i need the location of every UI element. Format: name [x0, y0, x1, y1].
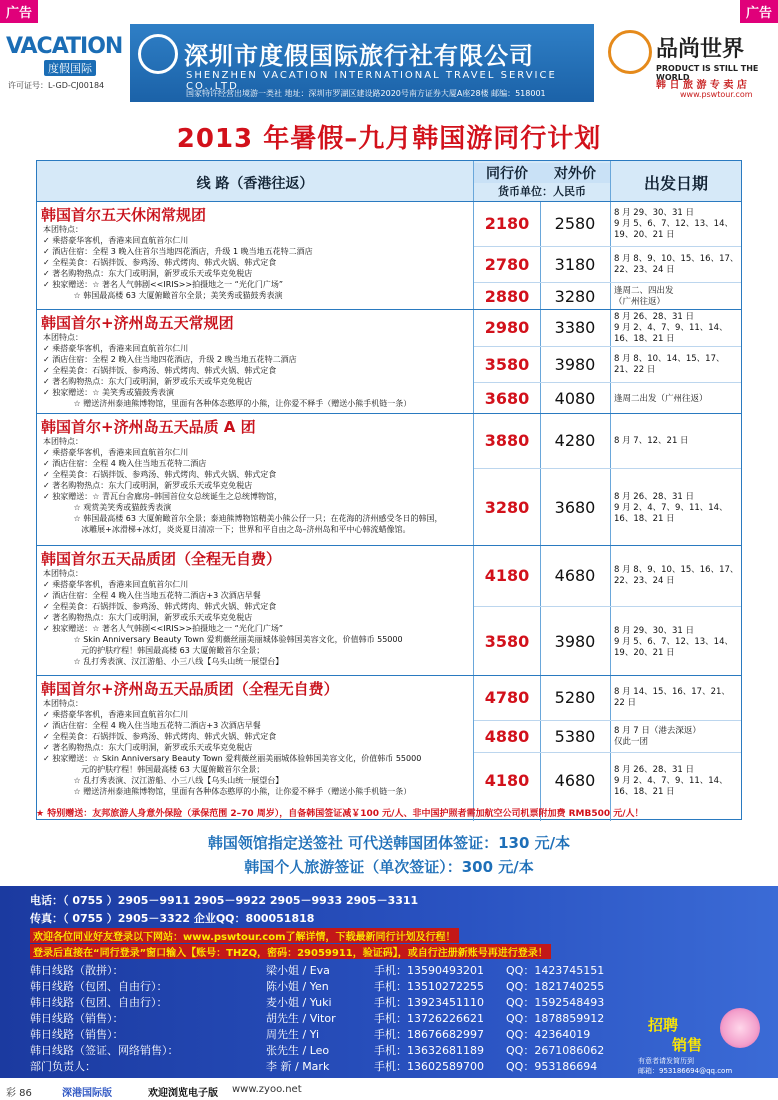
feature-line: ☆ 观赏美笑秀或猫鼓秀表演	[43, 503, 172, 512]
feature-line: ☆ Skin Anniversary Beauty Town 爱莉薇丝丽美丽城体验韩国美容文化，价值韩币 55000	[43, 635, 403, 644]
login-note: 登录后直接在“同行登录”窗口输入【账号：THZQ，密码：29059911，验证码】，或自行注册新账号再进行登录！	[30, 944, 551, 959]
staff-mobile: 手机：13726226621	[374, 1012, 484, 1025]
feature-line: ✓ 乘搭豪华客机，香港来回直航首尔仁川	[43, 448, 189, 457]
departure-dates: 8 月 29、30、31 日 9 月 5、6、7、12、13、14、 19、20、21 日	[614, 625, 733, 658]
staff-name: 李 新 / Mark	[266, 1060, 330, 1073]
staff-mobile: 手机：13590493201	[374, 964, 484, 977]
public-price: 4680	[554, 566, 596, 585]
recruit-box	[620, 1004, 770, 1075]
public-price: 5380	[554, 727, 596, 746]
header-peer-price: 同行价	[474, 163, 540, 183]
footer-brand: 深港国际版	[62, 1088, 112, 1099]
price-row	[474, 382, 741, 414]
recruit-subtitle: 销售	[672, 1036, 703, 1054]
peer-price: 3280	[484, 498, 530, 517]
public-price: 5280	[554, 688, 596, 707]
route-title: 韩国首尔五天品质团（全程无自费）	[41, 550, 282, 568]
staff-name: 梁小姐 / Eva	[266, 964, 330, 977]
public-price: 3980	[554, 632, 596, 651]
feature-line: ☆ 韩国最高楼 63 大厦俯瞰首尔全景；美笑秀或猫鼓秀表演	[43, 291, 283, 300]
public-price: 3280	[554, 287, 596, 306]
staff-row	[30, 1042, 620, 1058]
feature-line: ✓ 全程美食：石锅拌饭、参鸡汤、韩式烤肉、韩式火锅、韩式定食	[43, 470, 277, 479]
feature-line: ☆ 赠送济州泰迪熊博物馆，里面有各种体态憨厚的小熊，让你爱不释手（赠送小熊手机链一条）	[43, 399, 412, 408]
feature-line: ✓ 酒店住宿：全程 3 晚入住首尔当地四花酒店，升级 1 晚当地五花特二酒店	[43, 247, 313, 256]
company-name-cn: 深圳市度假国际旅行社有限公司	[184, 42, 534, 70]
feature-line: ✓ 全程美食：石锅拌饭、参鸡汤、韩式烤肉、韩式火锅、韩式定食	[43, 258, 277, 267]
staff-mobile: 手机：18676682997	[374, 1028, 484, 1041]
fax-line: 传真：（ 0755 ）2905－3322 企业QQ：800051818	[30, 912, 315, 925]
peer-price: 4880	[484, 727, 530, 746]
public-price: 3980	[554, 355, 596, 374]
public-price: 4080	[554, 389, 596, 408]
feature-line: ✓ 著名购物热点：东大门或明洞，新罗或乐天或华克免税店	[43, 613, 253, 622]
peer-price: 2780	[484, 255, 530, 274]
vacation-logo: VACATION	[6, 34, 123, 59]
recruit-note: 有意者请发简历到 邮箱：953186694@qq.com	[638, 1057, 733, 1075]
staff-row	[30, 1010, 620, 1026]
staff-line: 韩日线路（签证、网络销售）：	[30, 1044, 179, 1057]
feature-line: ✓ 全程美食：石锅拌饭、参鸡汤、韩式烤肉、韩式火锅、韩式定食	[43, 602, 277, 611]
feature-line: 本团特点：	[43, 333, 83, 342]
price-row	[474, 346, 741, 382]
route-features	[43, 224, 473, 301]
feature-line: ✓ 乘搭豪华客机，香港来回直航首尔仁川	[43, 710, 189, 719]
pswtour-slogan: PRODUCT IS STILL THE WORLD	[656, 64, 759, 82]
peer-price: 2880	[484, 287, 530, 306]
staff-row	[30, 978, 620, 994]
peer-price: 3580	[484, 355, 530, 374]
route-features	[43, 332, 473, 409]
page-number: 彩 86	[6, 1088, 32, 1099]
public-price: 2580	[554, 214, 596, 233]
peer-price: 3680	[484, 389, 530, 408]
staff-line: 韩日线路（散拼）：	[30, 964, 124, 977]
staff-qq: QQ：1592548493	[506, 996, 605, 1009]
public-price: 3180	[554, 255, 596, 274]
price-row	[474, 246, 741, 282]
feature-line: ✓ 全程美食：石锅拌饭、参鸡汤、韩式烤肉、韩式火锅、韩式定食	[43, 732, 277, 741]
departure-dates: 8 月 8、10、14、15、17、 21、22 日	[614, 354, 725, 375]
page-title	[36, 118, 742, 158]
feature-line: ☆ 韩国最高楼 63 大厦俯瞰首尔全景；泰迪熊博物馆精美小熊公仔一只；在花海的济州感受冬日的韩国，	[43, 514, 443, 523]
header-route: 线 路（香港往返）	[196, 176, 314, 192]
feature-line: ☆ 赠送济州泰迪熊博物馆，里面有各种体态憨厚的小熊，让你爱不释手（赠送小熊手机链一条）	[43, 787, 412, 796]
departure-dates: 8 月 14、15、16、17、21、 22 日	[614, 687, 730, 708]
public-price: 3680	[554, 498, 596, 517]
departure-dates: 8 月 7 日（港去深返） 仅此一团	[614, 726, 701, 747]
feature-line: 元的护肤疗程！韩国最高楼 63 大厦俯瞰首尔全景；	[43, 765, 265, 774]
company-mark-icon	[138, 34, 178, 74]
feature-line: ✓ 著名购物热点：东大门或明洞，新罗或乐天或华克免税店	[43, 743, 253, 752]
recruit-title: 招聘	[648, 1016, 679, 1034]
price-row	[474, 606, 741, 676]
public-price: 4680	[554, 771, 596, 790]
departure-dates: 8 月 26、28、31 日 9 月 2、4、7、9、11、14、 16、18、21 日	[614, 491, 728, 524]
price-row	[474, 676, 741, 720]
feature-line: ✓ 酒店住宿：全程 4 晚入住当地五花特二酒店+3 次酒店早餐	[43, 591, 261, 600]
route-group	[37, 309, 741, 413]
departure-dates: 8 月 26、28、31 日 9 月 2、4、7、9、11、14、 16、18、21 日	[614, 764, 728, 797]
feature-line: 本团特点：	[43, 699, 83, 708]
price-row	[474, 752, 741, 808]
feature-line: 元的护肤疗程！韩国最高楼 63 大厦俯瞰首尔全景；	[43, 646, 265, 655]
price-row	[474, 310, 741, 346]
footer-site[interactable]: www.zyoo.net	[232, 1084, 302, 1095]
flower-icon	[720, 1008, 760, 1048]
staff-row	[30, 1058, 620, 1074]
website-note: 欢迎各位同业好友登录以下网站：www.pswtour.com了解详情，下载最新同行计划及行程！	[30, 928, 459, 943]
company-banner	[130, 24, 594, 102]
staff-qq: QQ：42364019	[506, 1028, 591, 1041]
staff-name: 周先生 / Yi	[266, 1028, 320, 1041]
page-title-text: 2013 年暑假–九月韩国游同行计划	[176, 124, 602, 154]
feature-line: ☆ 乱打秀表演、汉江游船、小三八线【乌头山统一展望台】	[43, 657, 284, 666]
staff-qq: QQ：1878859912	[506, 1012, 605, 1025]
route-title: 韩国首尔+济州岛五天常规团	[41, 314, 234, 332]
feature-line: ✓ 乘搭豪华客机，香港来回直航首尔仁川	[43, 580, 189, 589]
departure-dates: 8 月 7、12、21 日	[614, 435, 689, 446]
telephone-line: 电话：（ 0755 ）2905－9911 2905－9922 2905－9933 2905－3311	[30, 894, 419, 907]
price-table	[36, 160, 742, 820]
staff-mobile: 手机：13632681189	[374, 1044, 484, 1057]
feature-line: 本团特点：	[43, 225, 83, 234]
feature-line: ✓ 独家赠送：☆ 著名人气韩剧<<IRIS>>拍摄地之一 “光化门广场”	[43, 280, 283, 289]
feature-line: ✓ 酒店住宿：全程 2 晚入住当地四花酒店，升级 2 晚当地五花特二酒店	[43, 355, 297, 364]
feature-line: ✓ 全程美食：石锅拌饭、参鸡汤、韩式烤肉、韩式火锅、韩式定食	[43, 366, 277, 375]
feature-line: ✓ 酒店住宿：全程 4 晚入住当地五花特二酒店	[43, 459, 207, 468]
staff-name: 张先生 / Leo	[266, 1044, 330, 1057]
departure-dates: 逢周二、四出发 （广州往返）	[614, 286, 674, 307]
price-row	[474, 468, 741, 546]
staff-row	[30, 1026, 620, 1042]
peer-price: 4180	[484, 566, 530, 585]
special-gift-note: ★ 特别赠送：友邦旅游人身意外保险（承保范围 2–70 周岁），自备韩国签证减￥100 元/人、非中国护照者需加航空公司机票附加费 RMB500 元/人！	[36, 809, 644, 819]
feature-line: ✓ 独家赠送：☆ 著名人气韩剧<<IRIS>>拍摄地之一 “光化门广场”	[43, 624, 283, 633]
price-row	[474, 546, 741, 606]
peer-price: 3880	[484, 431, 530, 450]
price-row	[474, 202, 741, 246]
staff-name: 麦小姐 / Yuki	[266, 996, 332, 1009]
license-number: 许可证号：L-GD-CJ00184	[8, 81, 105, 90]
departure-dates: 逢周二出发（广州往返）	[614, 393, 708, 404]
feature-line: 本团特点：	[43, 437, 83, 446]
price-row	[474, 414, 741, 468]
feature-line: ✓ 著名购物热点：东大门或明洞，新罗或乐天或华克免税店	[43, 269, 253, 278]
staff-line: 韩日线路（销售）：	[30, 1028, 124, 1041]
route-title: 韩国首尔+济州岛五天品质 A 团	[41, 418, 256, 436]
staff-row	[30, 962, 620, 978]
route-group	[37, 201, 741, 309]
route-features	[43, 568, 473, 667]
page-footer	[0, 1080, 778, 1100]
route-group	[37, 675, 741, 807]
header-currency: 货币单位：人民币	[498, 185, 586, 198]
pswtour-logo	[598, 24, 778, 102]
price-row	[474, 282, 741, 310]
departure-dates: 8 月 26、28、31 日 9 月 2、4、7、9、11、14、 16、18、21 日	[614, 312, 728, 344]
feature-line: 本团特点：	[43, 569, 83, 578]
feature-line: ☆ 乱打秀表演、汉江游船、小三八线【乌头山统一展望台】	[43, 776, 284, 785]
staff-name: 陈小姐 / Yen	[266, 980, 329, 993]
ad-tag-right: 广告	[740, 0, 778, 23]
globe-icon	[608, 30, 652, 74]
peer-price: 4180	[484, 771, 530, 790]
staff-qq: QQ：953186694	[506, 1060, 598, 1073]
staff-mobile: 手机：13602589700	[374, 1060, 484, 1073]
departure-dates: 8 月 29、30、31 日 9 月 5、6、7、12、13、14、 19、20、21 日	[614, 207, 733, 240]
staff-line: 部门负责人：	[30, 1060, 96, 1073]
staff-line: 韩日线路（销售）：	[30, 1012, 124, 1025]
header-date: 出发日期	[643, 174, 708, 193]
public-price: 3380	[554, 318, 596, 337]
contact-block	[0, 886, 778, 1078]
staff-mobile: 手机：13510272255	[374, 980, 484, 993]
price-row	[474, 720, 741, 752]
pswtour-brand: 品尚世界	[656, 37, 745, 62]
feature-line: ✓ 独家赠送：☆ 美笑秀或猫鼓秀表演	[43, 388, 174, 397]
visa-single-note: 韩国个人旅游签证（单次签证）：300 元/本	[244, 858, 534, 876]
table-header	[37, 161, 741, 201]
staff-line: 韩日线路（包团、自由行）：	[30, 980, 168, 993]
staff-line: 韩日线路（包团、自由行）：	[30, 996, 168, 1009]
pswtour-korea: 韩 日 旅 游 专 卖 店	[656, 80, 747, 91]
route-group	[37, 413, 741, 545]
feature-line: ✓ 著名购物热点：东大门或明洞，新罗或乐天或华克免税店	[43, 377, 253, 386]
peer-price: 2980	[484, 318, 530, 337]
route-group	[37, 545, 741, 675]
peer-price: 2180	[484, 214, 530, 233]
feature-line: ✓ 乘搭豪华客机，香港来回直航首尔仁川	[43, 236, 189, 245]
departure-dates: 8 月 8、9、10、15、16、17、 22、23、24 日	[614, 565, 739, 586]
feature-line: ✓ 独家赠送：☆ Skin Anniversary Beauty Town 爱莉薇丝丽美丽城体验韩国美容文化，价值韩币 55000	[43, 754, 422, 763]
pswtour-site: www.pswtour.com	[680, 90, 753, 99]
departure-dates: 8 月 8、9、10、15、16、17、 22、23、24 日	[614, 254, 739, 275]
staff-row	[30, 994, 620, 1010]
route-features	[43, 436, 473, 535]
feature-line: ✓ 酒店住宿：全程 4 晚入住当地五花特二酒店+3 次酒店早餐	[43, 721, 261, 730]
staff-qq: QQ：1423745151	[506, 964, 605, 977]
route-title: 韩国首尔五天休闲常规团	[41, 206, 207, 224]
footer-welcome: 欢迎浏览电子版	[148, 1088, 218, 1099]
page-header	[0, 0, 778, 102]
header-public-price: 对外价	[540, 163, 610, 183]
ad-tag-left: 广告	[0, 0, 38, 23]
staff-mobile: 手机：13923451110	[374, 996, 484, 1009]
feature-line: ✓ 乘搭豪华客机，香港来回直航首尔仁川	[43, 344, 189, 353]
company-name-en: SHENZHEN VACATION INTERNATIONAL TRAVEL SERVICE CO.,LTD	[186, 70, 557, 92]
route-features	[43, 698, 473, 797]
public-price: 4280	[554, 431, 596, 450]
feature-line: ✓ 独家赠送：☆ 青瓦台舍廊房–韩国首位女总统诞生之总统博物馆，	[43, 492, 282, 501]
staff-name: 胡先生 / Vitor	[266, 1012, 336, 1025]
staff-qq: QQ：2671086062	[506, 1044, 605, 1057]
feature-line: ✓ 著名购物热点：东大门或明洞，新罗或乐天或华克免税店	[43, 481, 253, 490]
peer-price: 4780	[484, 688, 530, 707]
company-address: 国家特许经营出境游一类社 地址：深圳市罗湖区建设路2020号南方证券大厦A座28楼 邮编：518001	[186, 89, 546, 98]
feature-line: 冰雕展+冰滑梯+冰灯，炎炎夏日清凉一下；世界和平自由之岛–济州岛和平中心韩流蜡像馆。	[43, 525, 411, 534]
vacation-logo-sub: 度假国际	[44, 60, 96, 76]
peer-price: 3580	[484, 632, 530, 651]
visa-group-note: 韩国领馆指定送签社 可代送韩国团体签证：130 元/本	[207, 834, 571, 852]
staff-qq: QQ：1821740255	[506, 980, 605, 993]
route-title: 韩国首尔+济州岛五天品质团（全程无自费）	[41, 680, 339, 698]
